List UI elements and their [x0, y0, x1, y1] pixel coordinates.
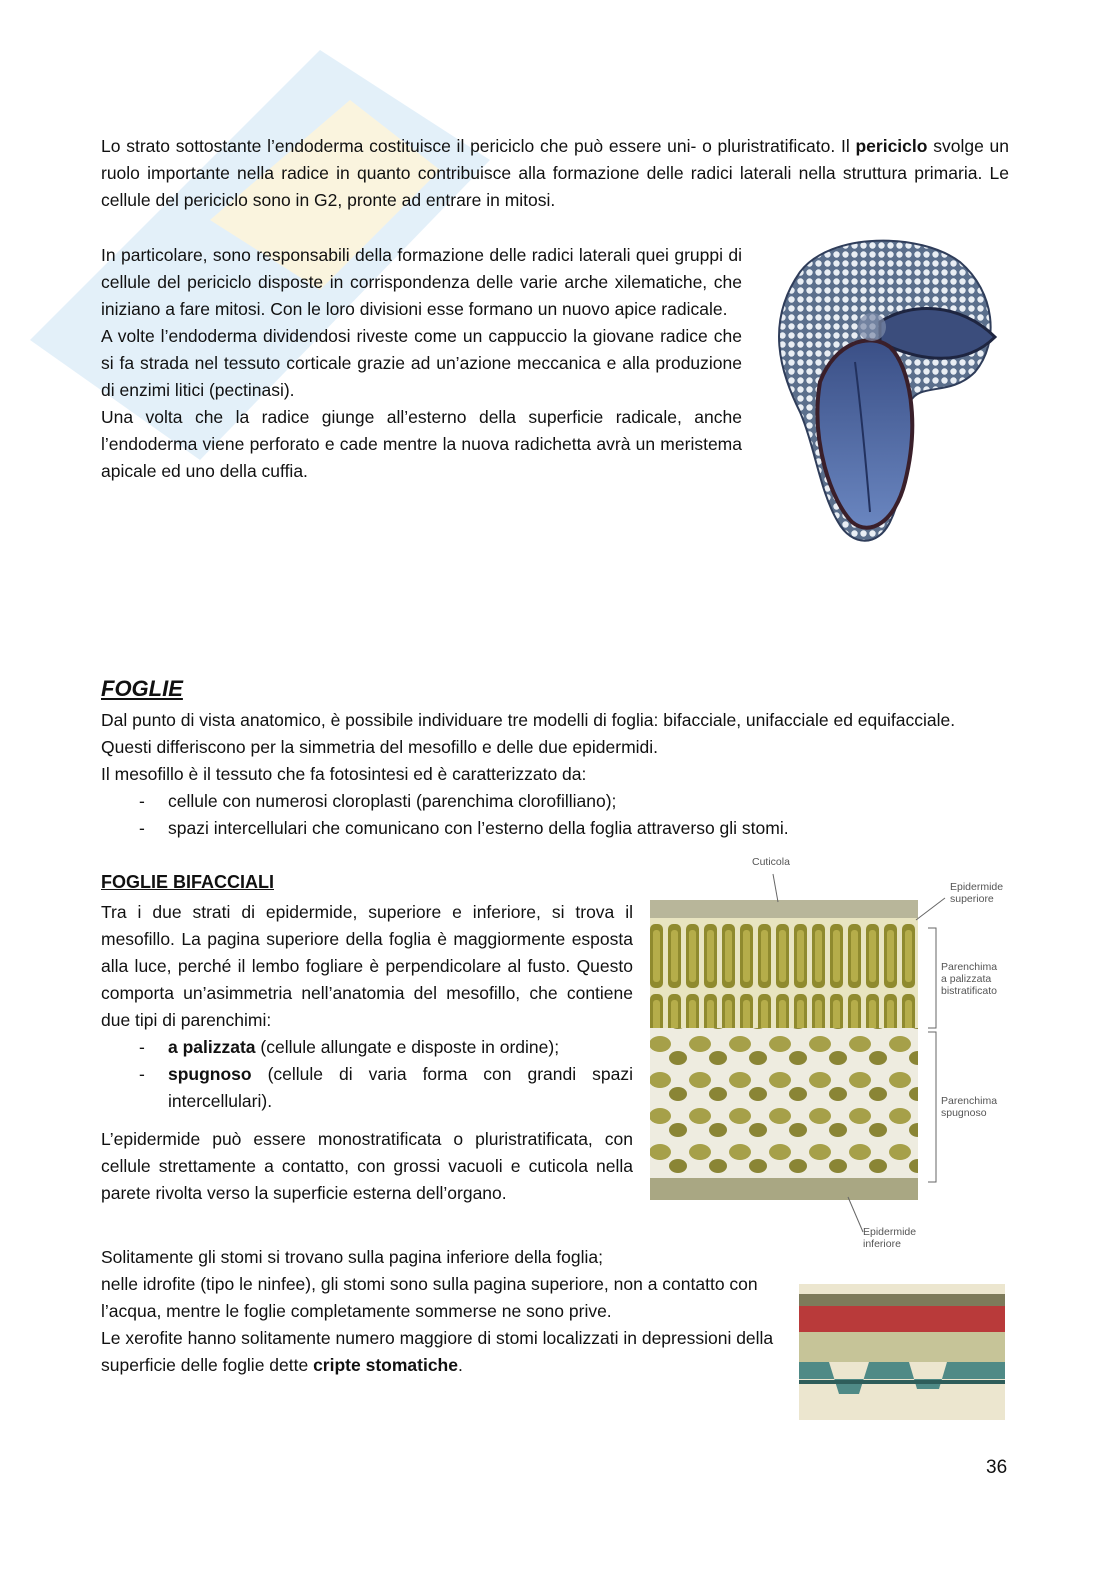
list-item: - cellule con numerosi cloroplasti (parenchima clorofilliano); [101, 788, 1011, 815]
list-dash: - [139, 818, 145, 838]
list-item: - spugnoso (cellule di varia forma con grandi spazi intercellulari). [101, 1061, 633, 1115]
foglie-intro-1: Dal punto di vista anatomico, è possibile individuare tre modelli di foglia: bifacciale, unifacciale ed equifacciale. [101, 710, 956, 730]
list-item: - spazi intercellulari che comunicano con l’esterno della foglia attraverso gli stomi. [101, 815, 1011, 842]
label-epidermide-inf-1: Epidermide [863, 1226, 917, 1238]
foglie-intro [101, 707, 1011, 842]
page-number: 36 [986, 1457, 1008, 1478]
xerophyte-leaf-micrograph [799, 1284, 1005, 1420]
leaf-section-micrograph [648, 852, 1038, 1252]
radici-laterali-section [101, 242, 742, 485]
label-epidermide-sup-2: superiore [950, 893, 994, 905]
label-epidermide-sup-1: Epidermide [950, 881, 1004, 893]
list-dash: - [139, 1037, 145, 1057]
list-dash: - [139, 1064, 145, 1084]
bifacciali-paragraph: Tra i due strati di epidermide, superiore e inferiore, si trova il mesofillo. La pagina superiore della foglia è maggiormente esposta alla luce, perché il lembo fogliare è perpendicolare al fusto. Questo comporta un’asimmetria nell’anatomia del mesofillo, che contiene due tipi di parenchimi: [101, 902, 633, 1030]
label-palizzata-3: bistratificato [941, 985, 998, 997]
list-dash: - [139, 791, 145, 811]
epidermide-paragraph: L’epidermide può essere monostratificata o pluristratificata, con cellule strettamente a contatto, con grossi vacuoli e cuticola nella parete rivolta verso la superficie esterna dell’organo. [101, 1129, 633, 1203]
label-spugnoso-2: spugnoso [941, 1107, 987, 1119]
radici-paragraph-1: In particolare, sono responsabili della formazione delle radici laterali quei gruppi di cellule del periciclo disposte in corrispondenza delle varie arche xilematiche, che iniziano a fare mitosi. Con le loro divisioni esse formano un nuovo apice radicale. [101, 245, 742, 319]
label-palizzata-2: a palizzata [941, 973, 992, 985]
mesofillo-list [101, 788, 1011, 842]
stomi-line-1: Solitamente gli stomi si trovano sulla pagina inferiore della foglia; [101, 1247, 603, 1267]
radici-paragraph-2: A volte l’endoderma dividendosi riveste come un cappuccio la giovane radice che si fa strada nel tessuto corticale grazie ad un’azione meccanica e alla produzione di enzimi litici (pectinasi). [101, 326, 742, 400]
stomi-line-2: nelle idrofite (tipo le ninfee), gli stomi sono sulla pagina superiore, non a contatto con l’acqua, mentre le foglie completamente sommerse ne sono prive. [101, 1274, 758, 1321]
foglie-heading: FOGLIE [101, 676, 183, 701]
label-spugnoso-1: Parenchima [941, 1095, 998, 1107]
label-epidermide-inf-2: inferiore [863, 1238, 901, 1250]
stomi-line-3: Le xerofite hanno solitamente numero maggiore di stomi localizzati in depressioni della superficie delle foglie dette cripte stomatiche. [101, 1328, 774, 1375]
bifacciali-text [101, 899, 633, 1115]
radici-paragraph-3: Una volta che la radice giunge all’esterno della superficie radicale, anche l’endoderma viene perforato e cade mentre la nuova radichetta avrà un meristema apicale ed uno della cuffia. [101, 407, 742, 481]
lateral-root-micrograph [760, 232, 1004, 550]
foglie-bifacciali-heading: FOGLIE BIFACCIALI [101, 872, 274, 892]
foglie-intro-3: Il mesofillo è il tessuto che fa fotosintesi ed è caratterizzato da: [101, 764, 587, 784]
label-palizzata-1: Parenchima [941, 961, 998, 973]
foglie-intro-2: Questi differiscono per la simmetria del mesofillo e delle due epidermidi. [101, 737, 659, 757]
periciclo-paragraph: Lo strato sottostante l’endoderma costituisce il periciclo che può essere uni- o pluristratificato. Il periciclo svolge un ruolo importante nella radice in quanto contribuisce alla formazione delle radici laterali nella struttura primaria. Le cellule del periciclo sono in G2, pronte ad entrare in mitosi. [101, 136, 1010, 210]
parenchimi-list [101, 1034, 633, 1115]
list-item: - a palizzata (cellule allungate e disposte in ordine); [101, 1034, 633, 1061]
label-cuticola: Cuticola [752, 856, 790, 868]
stomi-section [101, 1244, 791, 1379]
